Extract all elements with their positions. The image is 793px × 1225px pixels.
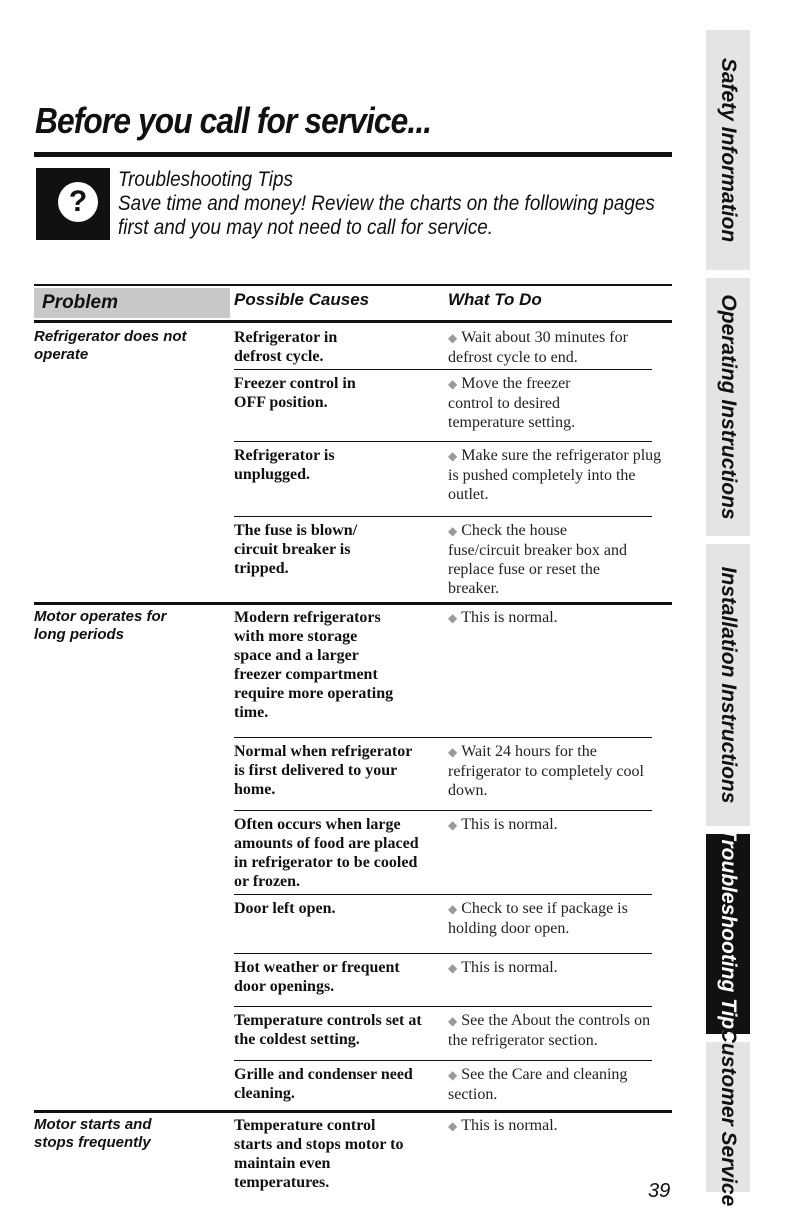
cause-text: Temperature control starts and stops motor to maintain even temperatures. — [234, 1117, 404, 1191]
todo-text: ◆ This is normal. — [448, 816, 558, 833]
header-rule — [34, 320, 672, 323]
problem-label: Refrigerator does not operate — [34, 328, 187, 363]
table-top-rule — [34, 284, 672, 286]
todo-text: ◆ Check the house fuse/circuit breaker box and replace fuse or reset the breaker. — [448, 522, 628, 597]
todo-text: ◆ This is normal. — [448, 1117, 558, 1134]
section-tabs — [706, 30, 750, 1207]
page-title: Before you call for service... — [35, 100, 432, 141]
todo-text: ◆ This is normal. — [448, 609, 558, 626]
header-possible-causes: Possible Causes — [234, 290, 370, 309]
todo-text: ◆ Check to see if package is holding door open. — [448, 900, 628, 937]
cause-text: Normal when refrigerator is first delivered to your home. — [234, 743, 413, 798]
todo-text: ◆ See the Care and cleaning section. — [448, 1066, 628, 1103]
problem-label: Motor starts and stops frequently — [34, 1116, 152, 1151]
row-divider — [234, 894, 652, 895]
row-divider — [234, 516, 652, 517]
todo-text: ◆ Wait about 30 minutes for defrost cycle to end. — [448, 329, 628, 366]
tips-body: Save time and money! Review the charts on the following pages first and you may not need to call for service. — [118, 192, 655, 239]
cause-text: Temperature controls set at the coldest setting. — [234, 1012, 422, 1048]
row-divider — [234, 1060, 652, 1061]
row-divider — [234, 953, 652, 954]
row-divider — [234, 1006, 652, 1007]
group-divider — [34, 1110, 672, 1113]
title-divider — [34, 152, 672, 157]
row-divider — [234, 369, 652, 370]
cause-text: Modern refrigerators with more storage space and a larger freezer compartment require more operating time. — [234, 609, 394, 721]
todo-text: ◆ See the About the controls on the refrigerator section. — [448, 1012, 651, 1049]
tab-installation-instructions[interactable]: Installation Instructions — [706, 544, 750, 826]
tab-operating-instructions[interactable]: Operating Instructions — [706, 278, 750, 536]
tips-heading: Troubleshooting Tips — [118, 168, 293, 191]
row-divider — [234, 737, 652, 738]
group-divider — [34, 602, 672, 605]
cause-text: Hot weather or frequent door openings. — [234, 959, 400, 995]
cause-text: Often occurs when large amounts of food are placed in refrigerator to be cooled or frozen. — [234, 816, 419, 890]
cause-text: Refrigerator is unplugged. — [234, 447, 335, 483]
header-problem: Problem — [34, 288, 230, 318]
tips-block — [118, 168, 667, 240]
todo-text: ◆ Move the freezer control to desired temperature setting. — [448, 375, 576, 431]
problem-label: Motor operates for long periods — [34, 608, 167, 643]
todo-text: ◆ Wait 24 hours for the refrigerator to completely cool down. — [448, 743, 644, 799]
todo-text: ◆ This is normal. — [448, 959, 558, 976]
cause-text: The fuse is blown/ circuit breaker is tripped. — [234, 522, 358, 577]
row-divider — [234, 810, 652, 811]
tab-troubleshooting-tips[interactable]: Troubleshooting Tips — [706, 834, 750, 1034]
cause-text: Grille and condenser need cleaning. — [234, 1066, 413, 1102]
todo-text: ◆ Make sure the refrigerator plug is pushed completely into the outlet. — [448, 447, 662, 503]
tab-safety-information[interactable]: Safety Information — [706, 30, 750, 270]
header-what-to-do: What To Do — [448, 290, 542, 309]
row-divider — [234, 441, 652, 442]
cause-text: Freezer control in OFF position. — [234, 375, 356, 411]
cause-text: Door left open. — [234, 900, 336, 917]
question-mark-icon: ? — [36, 168, 110, 240]
cause-text: Refrigerator in defrost cycle. — [234, 329, 338, 365]
page-number: 39 — [648, 1180, 671, 1202]
tab-customer-service[interactable]: Customer Service — [706, 1042, 750, 1192]
